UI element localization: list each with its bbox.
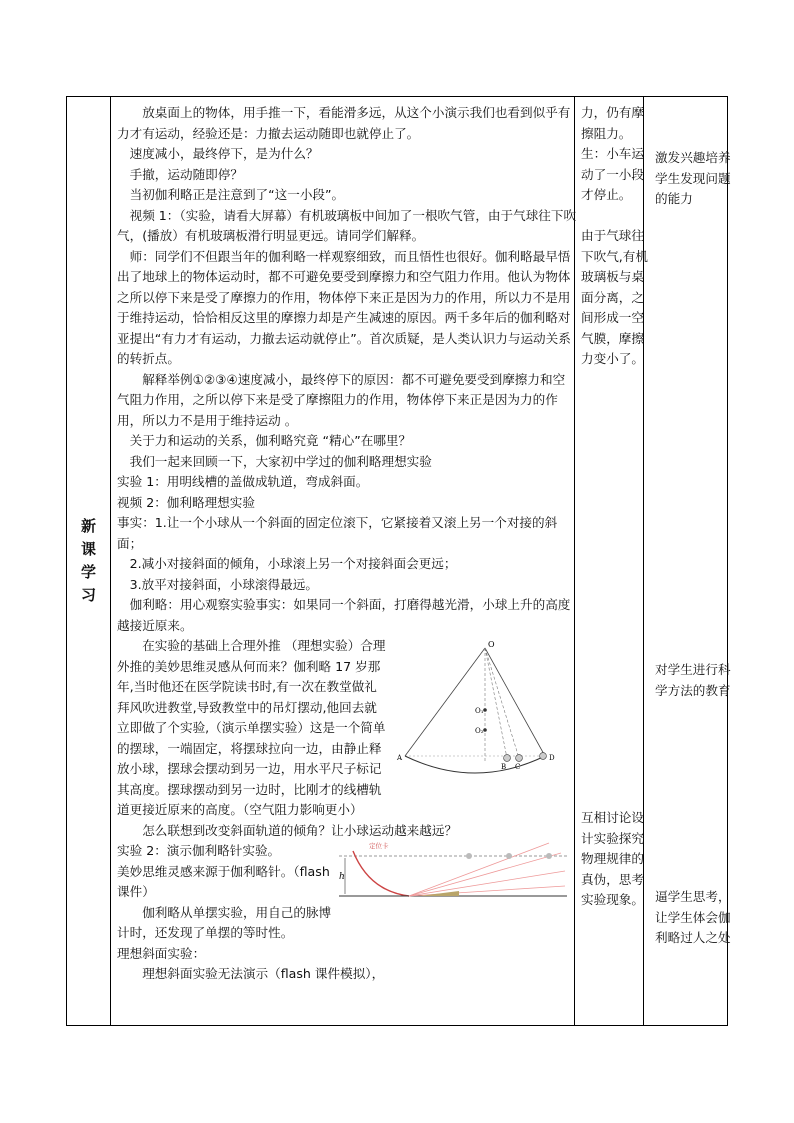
paragraph: 实验 2：演示伽利略针实验。: [117, 843, 281, 858]
paragraph: 解释举例①②③④速度减小，最终停下的原因：都不可避免要受到摩擦力和空气阻力作用，之所以停下来是受了摩擦阻力的作用，物体停下来正是因为力的作用，所以力不是用于维持运动 。: [117, 371, 566, 428]
figure-label: O₁: [475, 707, 484, 715]
section-cell: [67, 97, 110, 1025]
paragraph: 视频 2：伽利略理想实验: [117, 494, 255, 510]
student-activity: 由于气球往下吹气,有机玻璃板与桌面分离，之间形成一空气膜，摩擦力变小了。: [581, 228, 648, 366]
lesson-table: [66, 96, 731, 1026]
paragraph: 事实：1.让一个小球从一个斜面的固定位滚下，它紧接着又滚上另一个对接的斜面；: [117, 515, 558, 551]
column-divider: [110, 97, 111, 1025]
paragraph: 伽利略：用心观察实验事实：如果同一个斜面，打磨得越光滑，小球上升的高度越接近原来。: [117, 597, 571, 633]
paragraph: 2.减小对接斜面的倾角，小球滚上另一个对接斜面会更远；: [129, 556, 457, 571]
paragraph: 视频 1：（实验，请看大屏幕）有机玻璃板中间加了一根吹气管，由于气球往下吹气，(播放）有机玻璃板滑行明显更远。请同学们解释。: [117, 207, 577, 243]
paragraph: 关于力和运动的关系，伽利略究竟 “精心”在哪里？: [129, 433, 412, 448]
paragraph: 怎么联想到改变斜面轨道的倾角？让小球运动越来越远？: [142, 822, 458, 838]
paragraph: 师：同学们不但跟当年的伽利略一样观察细致，而且悟性也很好。伽利略最早悟出了地球上的物体运动时，都不可避免要受到摩擦力和空气阻力作用。他认为物体之所以停下来是受了摩擦力的作用，物体停下来正是因为力的作用，所以力不是用于维持运动，恰恰相反这里的摩擦力却是产生减速的原因。两千多年后的伽利略对亚提出“有力才有运动，力撤去运动就停止”。首次质疑，是人类认识力与运动关系的转折点。: [117, 248, 571, 366]
figure-label: D: [549, 754, 555, 762]
figure-label: A: [397, 754, 403, 762]
paragraph: 伽利略从单摆实验，用自己的脉博计时，还发现了单摆的等时性。: [117, 904, 332, 940]
student-activity: 互相讨论设计实验探究物理规律的真伪，思考实验现象。: [581, 810, 644, 907]
design-intent: 对学生进行科学方法的教育: [655, 662, 731, 698]
figure-label: C: [515, 763, 521, 771]
paragraph: 当初伽利略正是注意到了“这一小段”。: [129, 187, 345, 202]
paragraph: 美妙思维灵感来源于伽利略针。（flash 课件）: [117, 863, 330, 899]
paragraph: 理想斜面实验：: [117, 945, 206, 961]
design-intent: 逼学生思考，让学生体会伽利略过人之处: [655, 889, 731, 945]
teaching-content: [117, 103, 577, 985]
figure-label: B: [501, 763, 507, 771]
ramp-figure: [339, 841, 567, 903]
section-label: [81, 515, 97, 607]
section-char: 新: [80, 517, 96, 535]
figure-label: 定位卡: [369, 842, 389, 850]
figure-label: O₂: [475, 727, 484, 735]
student-activity: 力，仍有摩擦阻力。: [581, 105, 644, 141]
pendulum-figure: [395, 638, 585, 788]
section-char: 学: [80, 563, 96, 581]
paragraph: 放桌面上的物体，用手推一下，看能滑多远，从这个小演示我们也看到似乎有力才有运动，经验还是：力撤去运动随即也就停止了。: [117, 105, 571, 141]
paragraph: 在实验的基础上合理外推 （理想实验）合理外推的美妙思维灵感从何而来？伽利略 17 岁那年,当时他还在医学院读书时,有一次在教堂做礼拜风吹进教堂,导致教堂中的吊灯摆动,他回去就立即做了个实验,（演示单摆实验）这是一个简单的摆球，一端固定，将摆球拉向一边，由静止释放小球，摆球会摆动到另一边，用水平尺子标记其高度。摆球摆动到另一边时，比刚才的线槽轨道更接近原来的高度。（空气阻力影响更小）: [117, 638, 386, 817]
student-activity: 生：小车运动了一小段才停止。: [581, 146, 644, 202]
figure-label: O: [488, 640, 495, 649]
paragraph: 速度减小，最终停下，是为什么？: [129, 146, 319, 161]
figure-label: h: [339, 872, 345, 882]
paragraph: 手撤，运动随即停？: [129, 166, 243, 182]
paragraph: 3.放平对接斜面，小球滚得最远。: [129, 576, 318, 592]
paragraph: 理想斜面实验无法演示（flash 课件模拟），: [142, 966, 385, 981]
paragraph: 我们一起来回顾一下，大家初中学过的伽利略理想实验: [129, 453, 432, 469]
section-char: 课: [80, 540, 96, 558]
design-intent: 激发兴趣培养学生发现问题的能力: [655, 150, 731, 206]
paragraph: 实验 1：用明线槽的盖做成轨道，弯成斜面。: [117, 474, 369, 489]
section-char: 习: [80, 586, 96, 604]
